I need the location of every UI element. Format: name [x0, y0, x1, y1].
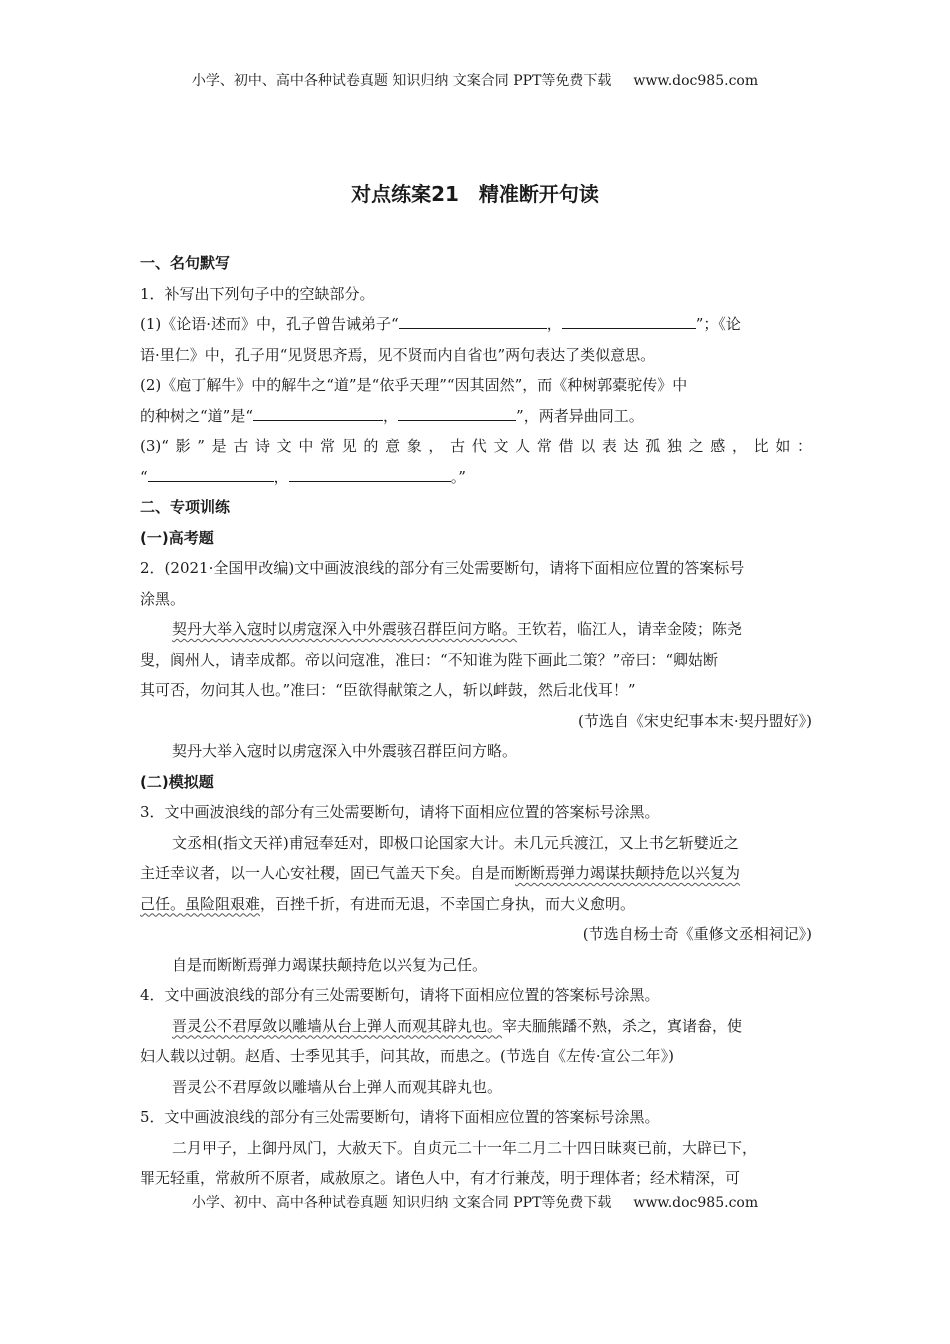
q2-stem-line2: 涂黑。	[140, 589, 186, 608]
q1-2-line2	[140, 401, 812, 432]
q5-passage-line1: 二月甲子，上御丹凤门，大赦天下。自贞元二十一年二月二十四日昧爽已前，大辟已下，	[172, 1138, 758, 1157]
q1-2-line1: (2)《庖丁解牛》中的解牛之“道”是“依乎天理”“因其固然”，而《种树郭橐驼传》中	[140, 376, 688, 394]
q3-passage-line3	[140, 889, 812, 920]
q4-passage-line2: 妇人载以过朝。赵盾、士季见其手，问其故，而患之。(节选自《左传·宣公二年》)	[140, 1047, 674, 1065]
fill-blank[interactable]	[253, 403, 383, 421]
q2-passage-text: 王钦若，临江人，请幸金陵；陈尧	[517, 620, 743, 638]
q1-3-text-c: ，	[273, 467, 289, 486]
fill-blank[interactable]	[289, 464, 451, 482]
q4-passage-line1	[140, 1011, 812, 1042]
page-header	[0, 70, 950, 90]
q2-source: (节选自《宋史纪事本末·契丹盟好》)	[578, 711, 812, 730]
q1-3-text-d: 。”	[450, 467, 466, 486]
header-text: 小学、初中、高中各种试卷真题 知识归纳 文案合同 PPT等免费下载	[191, 73, 612, 89]
q4-passage-text: 宰夫胹熊蹯不熟，杀之，寘诸畚，使	[502, 1016, 743, 1035]
q1-1-line2: 语·里仁》中，孔子用“见贤思齐焉，见不贤而内自省也”两句表达了类似意思。	[140, 345, 656, 364]
wavy-underlined-text: 契丹大举入寇时以虏寇深入中外震骇召群臣问方略。	[172, 620, 518, 638]
q5-passage-line2: 罪无轻重，常赦所不原者，咸赦原之。诸色人中，有才行兼茂，明于理体者；经术精深，可	[140, 1169, 741, 1187]
subsection-mock: (二)模拟题	[140, 772, 214, 791]
q2-answer-sentence: 契丹大举入寇时以虏寇深入中外震骇召群臣问方略。	[172, 742, 518, 760]
fill-blank[interactable]	[148, 464, 274, 482]
q3-passage-text: 主迁幸议者，以一人心安社稷，固已气盖天下矣。自是而	[140, 864, 516, 882]
q1-1-text-c: ”；《论	[695, 315, 741, 333]
section-heading-2: 二、专项训练	[140, 498, 231, 516]
q3-stem: 3．文中画波浪线的部分有三处需要断句，请将下面相应位置的答案标号涂黑。	[140, 803, 660, 821]
wavy-underlined-text: 晋灵公不君厚敛以雕墙从台上弹人而观其辟丸也。	[172, 1016, 503, 1035]
section-heading-1: 一、名句默写	[140, 254, 231, 272]
q3-passage-line1: 文丞相(指文天祥)甫冠奉廷对，即极口论国家大计。未几元兵渡江，又上书乞斩嬖近之	[172, 833, 739, 852]
q2-passage-line2: 叟，阆州人，请幸成都。帝以问寇准，准曰：“不知谁为陛下画此二策？”帝曰：“卿姑断	[140, 650, 719, 669]
q3-answer-sentence: 自是而断断焉弹力竭谋扶颠持危以兴复为己任。	[172, 955, 488, 974]
q1-stem: 1．补写出下列句子中的空缺部分。	[140, 284, 375, 303]
q1-3-line2	[140, 462, 812, 493]
q2-passage-line3: 其可否，勿问其人也。”准曰：“臣欲得献策之人，斩以衅鼓，然后北伐耳！”	[140, 681, 636, 699]
q1-2-text-c: ，	[383, 406, 399, 425]
q4-answer-sentence: 晋灵公不君厚敛以雕墙从台上弹人而观其辟丸也。	[172, 1077, 503, 1096]
q1-3-text-b: “	[140, 467, 148, 486]
q4-stem: 4．文中画波浪线的部分有三处需要断句，请将下面相应位置的答案标号涂黑。	[140, 986, 660, 1004]
q5-stem: 5．文中画波浪线的部分有三处需要断句，请将下面相应位置的答案标号涂黑。	[140, 1108, 660, 1126]
page-title: 对点练案21 精准断开句读	[351, 182, 599, 206]
header-site: www.doc985.com	[633, 73, 759, 89]
wavy-underlined-text: 己任。虽险阻艰难	[140, 894, 261, 913]
document-body	[140, 248, 812, 1194]
q1-3-line1: (3)“影”是古诗文中常见的意象，古代文人常借以表达孤独之感，比如：	[140, 437, 812, 455]
q3-source: (节选自杨士奇《重修文丞相祠记》)	[582, 925, 812, 943]
page-footer	[0, 1192, 950, 1212]
footer-text: 小学、初中、高中各种试卷真题 知识归纳 文案合同 PPT等免费下载	[191, 1195, 612, 1211]
q1-1-text-b: ，	[546, 315, 562, 333]
q2-stem-line1: 2．(2021·全国甲改编)文中画波浪线的部分有三处需要断句，请将下面相应位置的答案标号	[140, 559, 745, 577]
fill-blank[interactable]	[399, 311, 547, 329]
fill-blank[interactable]	[562, 311, 696, 329]
q1-2-text-b: 的种树之“道”是“	[140, 406, 254, 425]
subsection-exam: (一)高考题	[140, 528, 214, 547]
wavy-underlined-text: 断断焉弹力竭谋扶颠持危以兴复为	[515, 864, 741, 882]
footer-site: www.doc985.com	[633, 1195, 759, 1211]
q3-passage-line2	[140, 858, 812, 889]
fill-blank[interactable]	[398, 403, 516, 421]
q1-2-text-d: ”，两者异曲同工。	[516, 406, 644, 425]
q2-passage-line1	[140, 614, 812, 645]
q1-1-line1	[140, 309, 812, 340]
q3-passage-text: ，百挫千折，有进而无退，不幸国亡身执，而大义愈明。	[260, 894, 636, 913]
q1-1-text-a: (1)《论语·述而》中，孔子曾告诫弟子“	[140, 315, 399, 333]
